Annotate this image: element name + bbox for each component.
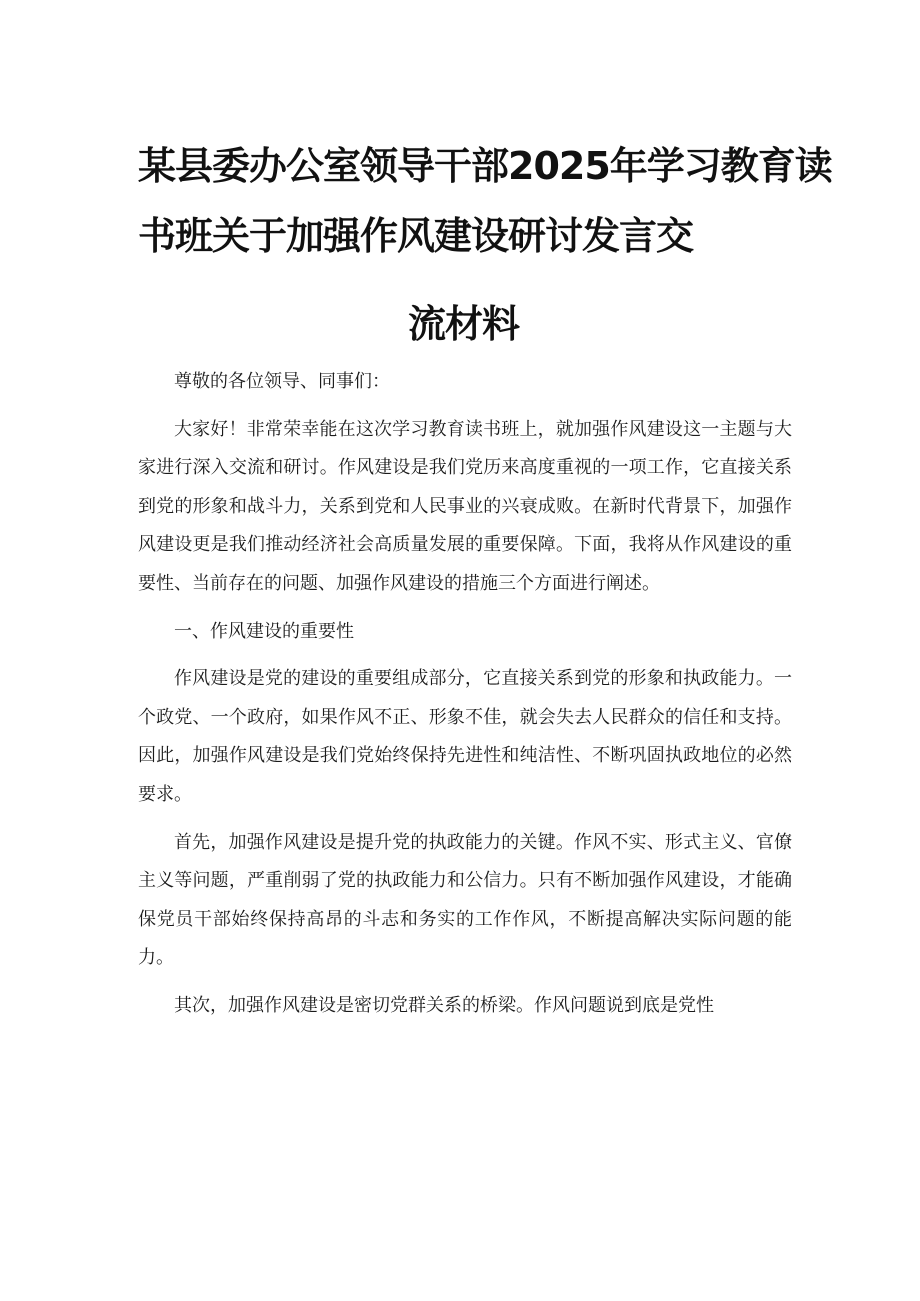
section-heading-1: 一、作风建设的重要性 [174,620,354,642]
paragraph-intro: 大家好！非常荣幸能在这次学习教育读书班上，就加强作风建设这一主题与大家进行深入交流和研讨。作风建设是我们党历来高度重视的一项工作，它直接关系到党的形象和战斗力，关系到党和人民事业的兴衰成败。在新时代背景下，加强作风建设更是我们推动经济社会高质量发展的重要保障。下面，我将从作风建设的重要性、当前存在的问题、加强作风建设的措施三个方面进行阐述。 [138,418,792,594]
title-line-3: 流材料 [408,302,520,346]
title-line-2: 书班关于加强作风建设研讨发言交 [138,214,694,258]
paragraph-importance: 作风建设是党的建设的重要组成部分，它直接关系到党的形象和执政能力。一个政党、一个政府，如果作风不正、形象不佳，就会失去人民群众的信任和支持。因此，加强作风建设是我们党始终保持先进性和纯洁性、不断巩固执政地位的必然要求。 [138,668,792,805]
document-body [138,363,792,1035]
salutation: 尊敬的各位领导、同事们： [174,371,390,392]
paragraph-first-point: 首先，加强作风建设是提升党的执政能力的关键。作风不实、形式主义、官僚主义等问题，严重削弱了党的执政能力和公信力。只有不断加强作风建设，才能确保党员干部始终保持高昂的斗志和务实的工作作风，不断提高解决实际问题的能力。 [138,831,792,969]
paragraph-second-point: 其次，加强作风建设是密切党群关系的桥梁。作风问题说到底是党性 [174,994,714,1016]
title-line-1: 某县委办公室领导干部2025年学习教育读 [138,144,832,188]
